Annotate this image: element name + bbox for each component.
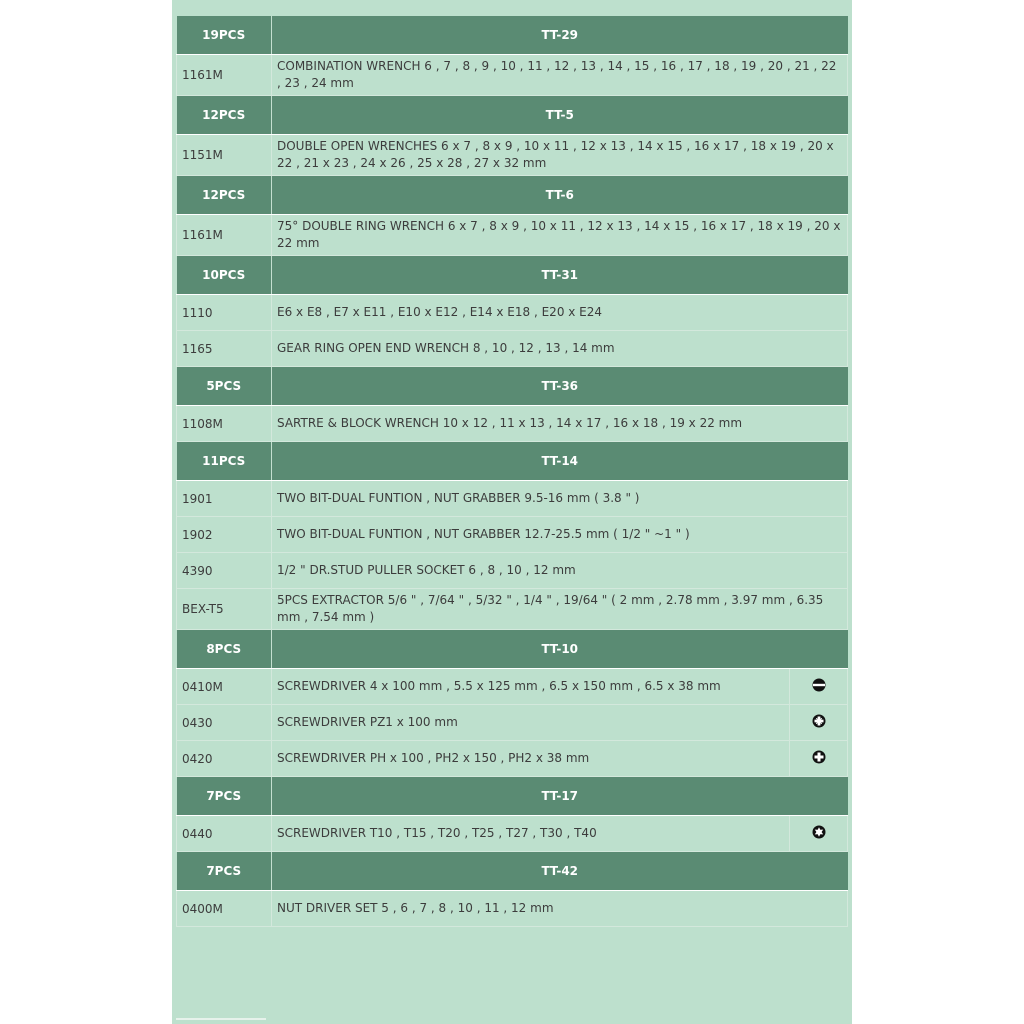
phillips-screw-icon bbox=[790, 741, 848, 777]
item-code: 1110 bbox=[177, 295, 272, 331]
content-panel bbox=[172, 0, 852, 1024]
item-row bbox=[177, 481, 848, 517]
section-model-code: TT-6 bbox=[272, 176, 848, 215]
item-row bbox=[177, 741, 848, 777]
item-code: 1151M bbox=[177, 135, 272, 176]
item-row bbox=[177, 295, 848, 331]
item-description: 75° DOUBLE RING WRENCH 6 x 7 , 8 x 9 , 10 x 11 , 12 x 13 , 14 x 15 , 16 x 17 , 18 x 19 , 20 x 22 mm bbox=[272, 215, 848, 256]
item-row bbox=[177, 669, 848, 705]
item-row bbox=[177, 705, 848, 741]
item-code: 0410M bbox=[177, 669, 272, 705]
section-quantity: 7PCS bbox=[177, 777, 272, 816]
section-model-code: TT-17 bbox=[272, 777, 848, 816]
section-header-row bbox=[177, 256, 848, 295]
section-quantity: 11PCS bbox=[177, 442, 272, 481]
section-header-row bbox=[177, 852, 848, 891]
section-quantity: 7PCS bbox=[177, 852, 272, 891]
section-header-row bbox=[177, 16, 848, 55]
section-model-code: TT-10 bbox=[272, 630, 848, 669]
item-row bbox=[177, 589, 848, 630]
item-row bbox=[177, 553, 848, 589]
item-code: 1161M bbox=[177, 55, 272, 96]
section-quantity: 12PCS bbox=[177, 176, 272, 215]
slotted-screw-icon bbox=[790, 669, 848, 705]
item-code: BEX-T5 bbox=[177, 589, 272, 630]
item-row bbox=[177, 55, 848, 96]
item-description: SARTRE & BLOCK WRENCH 10 x 12 , 11 x 13 , 14 x 17 , 16 x 18 , 19 x 22 mm bbox=[272, 406, 848, 442]
section-quantity: 5PCS bbox=[177, 367, 272, 406]
section-quantity: 12PCS bbox=[177, 96, 272, 135]
section-model-code: TT-14 bbox=[272, 442, 848, 481]
item-description: GEAR RING OPEN END WRENCH 8 , 10 , 12 , 13 , 14 mm bbox=[272, 331, 848, 367]
pozidriv-screw-icon bbox=[790, 705, 848, 741]
item-description: NUT DRIVER SET 5 , 6 , 7 , 8 , 10 , 11 , 12 mm bbox=[272, 891, 848, 927]
torx-screw-icon bbox=[790, 816, 848, 852]
item-description: SCREWDRIVER PH x 100 , PH2 x 150 , PH2 x 38 mm bbox=[272, 741, 790, 777]
item-code: 0430 bbox=[177, 705, 272, 741]
item-code: 1901 bbox=[177, 481, 272, 517]
section-header-row bbox=[177, 367, 848, 406]
section-model-code: TT-31 bbox=[272, 256, 848, 295]
section-model-code: TT-29 bbox=[272, 16, 848, 55]
section-quantity: 10PCS bbox=[177, 256, 272, 295]
item-description: E6 x E8 , E7 x E11 , E10 x E12 , E14 x E18 , E20 x E24 bbox=[272, 295, 848, 331]
tool-spec-table bbox=[176, 16, 848, 927]
item-code: 1161M bbox=[177, 215, 272, 256]
section-header-row bbox=[177, 176, 848, 215]
item-row bbox=[177, 816, 848, 852]
item-row bbox=[177, 517, 848, 553]
item-row bbox=[177, 406, 848, 442]
item-description: TWO BIT-DUAL FUNTION , NUT GRABBER 9.5-16 mm ( 3.8 " ) bbox=[272, 481, 848, 517]
section-model-code: TT-5 bbox=[272, 96, 848, 135]
item-code: 4390 bbox=[177, 553, 272, 589]
item-row bbox=[177, 135, 848, 176]
item-description: 5PCS EXTRACTOR 5/6 " , 7/64 " , 5/32 " , 1/4 " , 19/64 " ( 2 mm , 2.78 mm , 3.97 mm , 6.35 mm , 7.54 mm ) bbox=[272, 589, 848, 630]
item-row bbox=[177, 215, 848, 256]
item-code: 0420 bbox=[177, 741, 272, 777]
section-model-code: TT-42 bbox=[272, 852, 848, 891]
item-code: 0440 bbox=[177, 816, 272, 852]
item-code: 1902 bbox=[177, 517, 272, 553]
item-code: 1108M bbox=[177, 406, 272, 442]
item-row bbox=[177, 331, 848, 367]
item-description: DOUBLE OPEN WRENCHES 6 x 7 , 8 x 9 , 10 x 11 , 12 x 13 , 14 x 15 , 16 x 17 , 18 x 19 , 20 x 22 , 21 x 23 , 24 x 26 , 25 x 28 , 27 x 32 mm bbox=[272, 135, 848, 176]
section-quantity: 8PCS bbox=[177, 630, 272, 669]
item-description: SCREWDRIVER T10 , T15 , T20 , T25 , T27 , T30 , T40 bbox=[272, 816, 790, 852]
section-header-row bbox=[177, 96, 848, 135]
item-description: 1/2 " DR.STUD PULLER SOCKET 6 , 8 , 10 , 12 mm bbox=[272, 553, 848, 589]
section-header-row bbox=[177, 630, 848, 669]
section-model-code: TT-36 bbox=[272, 367, 848, 406]
item-code: 0400M bbox=[177, 891, 272, 927]
section-header-row bbox=[177, 777, 848, 816]
section-header-row bbox=[177, 442, 848, 481]
item-code: 1165 bbox=[177, 331, 272, 367]
item-description: COMBINATION WRENCH 6 , 7 , 8 , 9 , 10 , 11 , 12 , 13 , 14 , 15 , 16 , 17 , 18 , 19 , 20 , 21 , 22 , 23 , 24 mm bbox=[272, 55, 848, 96]
item-description: TWO BIT-DUAL FUNTION , NUT GRABBER 12.7-25.5 mm ( 1/2 " ~1 " ) bbox=[272, 517, 848, 553]
item-row bbox=[177, 891, 848, 927]
scroll-remnant bbox=[176, 1018, 266, 1020]
item-description: SCREWDRIVER 4 x 100 mm , 5.5 x 125 mm , 6.5 x 150 mm , 6.5 x 38 mm bbox=[272, 669, 790, 705]
section-quantity: 19PCS bbox=[177, 16, 272, 55]
item-description: SCREWDRIVER PZ1 x 100 mm bbox=[272, 705, 790, 741]
